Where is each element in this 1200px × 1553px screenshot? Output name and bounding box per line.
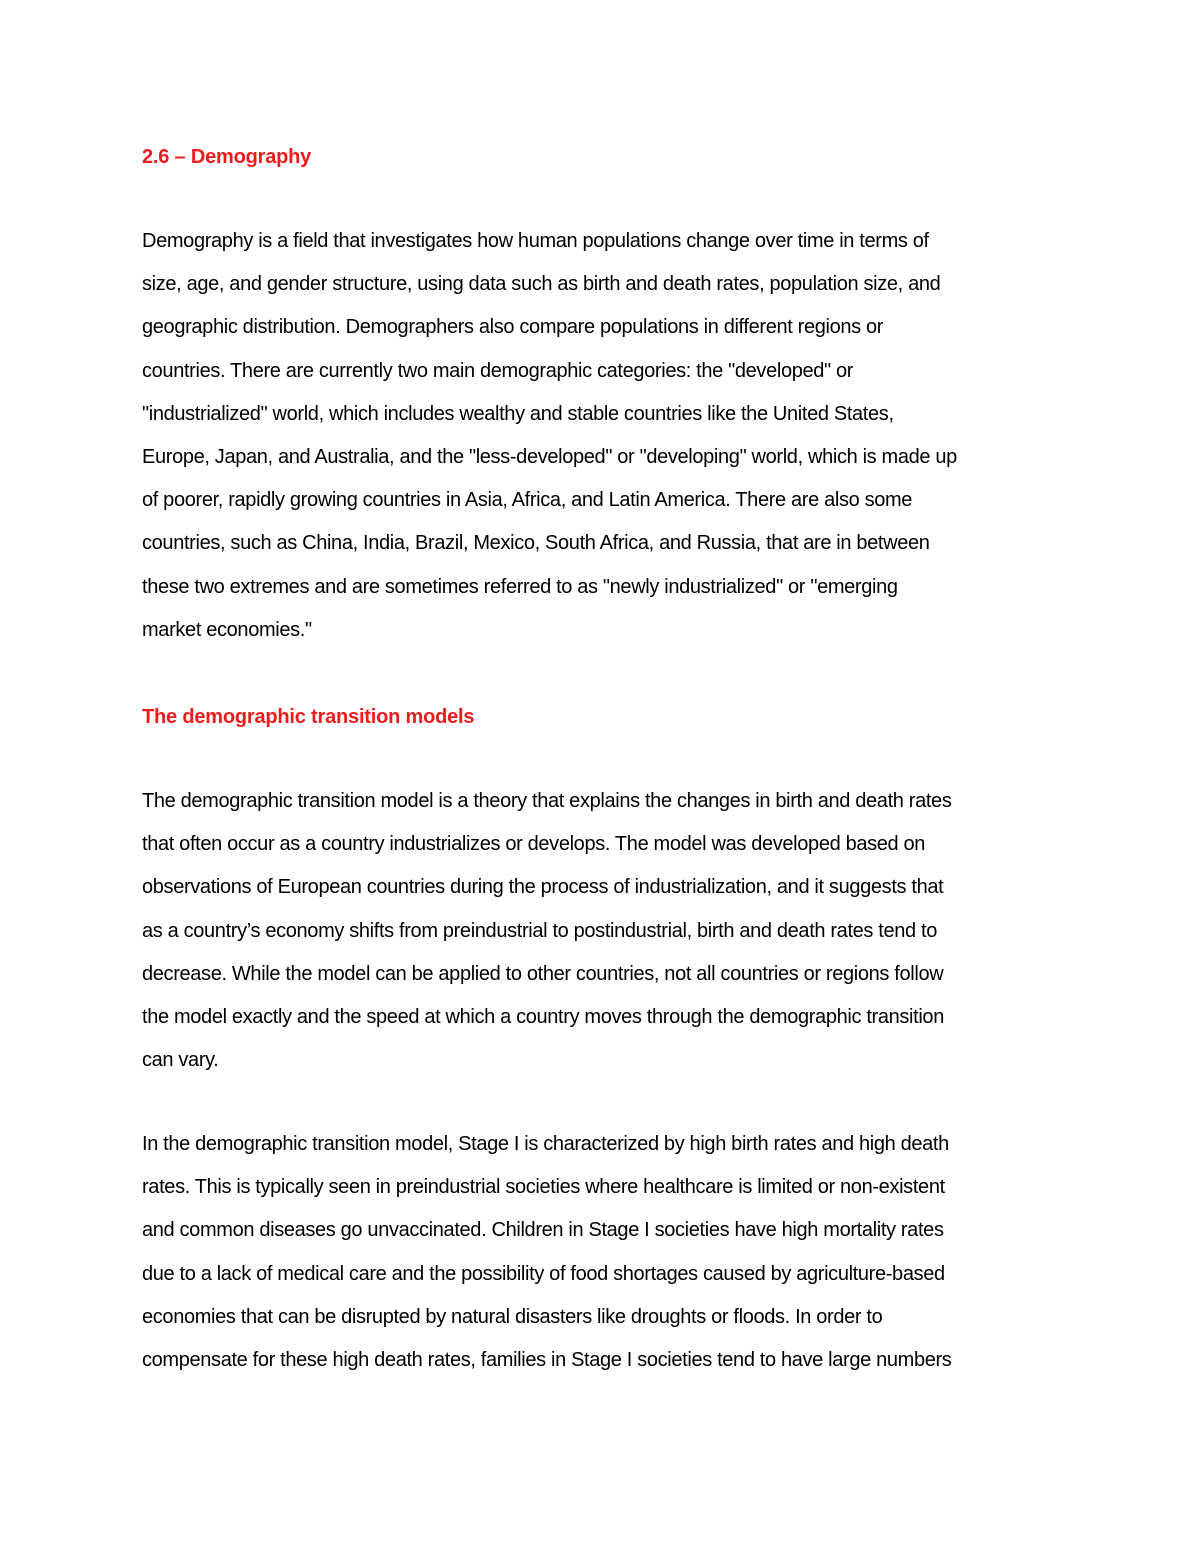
paragraph-line: In the demographic transition model, Stage I is characterized by high birth rates and high death: [142, 1133, 949, 1155]
paragraph-line: "industrialized" world, which includes wealthy and stable countries like the United States,: [142, 402, 894, 425]
paragraph-line: can vary.: [142, 1049, 219, 1072]
paragraph-line: geographic distribution. Demographers also compare populations in different regions or: [142, 316, 884, 339]
paragraph-line: rates. This is typically seen in preindustrial societies where healthcare is limited or non-existent: [142, 1176, 945, 1199]
paragraph-line: these two extremes and are sometimes referred to as "newly industrialized" or "emerging: [142, 575, 898, 598]
paragraph-line: observations of European countries during the process of industrialization, and it suggests that: [142, 876, 944, 899]
subsection-title: The demographic transition models: [142, 706, 475, 728]
paragraph-line: countries. There are currently two main demographic categories: the "developed" or: [142, 359, 854, 382]
paragraph-transition-model: [142, 780, 951, 1082]
section-title: 2.6 – Demography: [142, 146, 312, 168]
paragraph-line: Europe, Japan, and Australia, and the "less-developed" or "developing" world, which is made up: [142, 446, 957, 469]
paragraph-line: due to a lack of medical care and the possibility of food shortages caused by agriculture-based: [142, 1262, 945, 1285]
paragraph-stage-one: [142, 1123, 951, 1382]
paragraph-line: countries, such as China, India, Brazil, Mexico, South Africa, and Russia, that are in between: [142, 532, 930, 555]
paragraph-line: economies that can be disrupted by natural disasters like droughts or floods. In order to: [142, 1305, 883, 1328]
paragraph-line: The demographic transition model is a theory that explains the changes in birth and death rates: [142, 790, 952, 812]
paragraph-line: as a country’s economy shifts from preindustrial to postindustrial, birth and death rates tend to: [142, 919, 938, 942]
paragraph-line: of poorer, rapidly growing countries in Asia, Africa, and Latin America. There are also some: [142, 489, 913, 512]
paragraph-line: market economies.": [142, 618, 312, 641]
paragraph-line: Demography is a field that investigates how human populations change over time in terms of: [142, 230, 929, 252]
paragraph-line: the model exactly and the speed at which a country moves through the demographic transition: [142, 1006, 944, 1029]
paragraph-line: that often occur as a country industrializes or develops. The model was developed based on: [142, 833, 926, 856]
paragraph-demography-intro: [142, 220, 957, 652]
paragraph-line: compensate for these high death rates, families in Stage I societies tend to have large numbers: [142, 1349, 952, 1372]
paragraph-line: decrease. While the model can be applied to other countries, not all countries or regions follow: [142, 962, 944, 985]
paragraph-line: size, age, and gender structure, using data such as birth and death rates, population size, and: [142, 273, 941, 296]
paragraph-line: and common diseases go unvaccinated. Children in Stage I societies have high mortality rates: [142, 1219, 944, 1242]
